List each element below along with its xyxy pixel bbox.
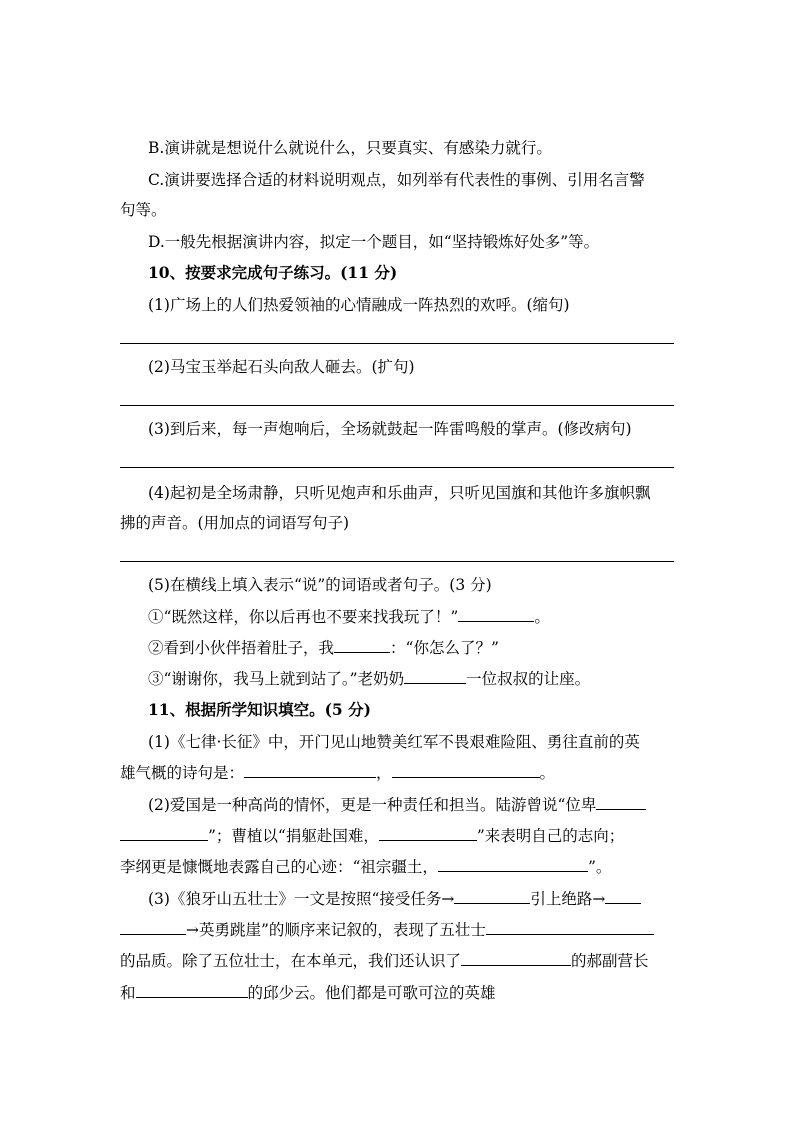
- blank[interactable]: [120, 919, 186, 935]
- option-b: B.演讲就是想说什么就说什么，只要真实、有感染力就行。: [148, 139, 552, 157]
- q10-item-4-line1: (4)起初是全场肃静，只听见炮声和乐曲声，只听见国旗和其他许多旗帜飘: [148, 484, 651, 502]
- q10-item-5-sub2: ②看到小伙伴捂着肚子，我 ：“你怎么了？”: [148, 639, 499, 657]
- blank[interactable]: [379, 825, 477, 841]
- q10-item-2: (2)马宝玉举起石头向敌人砸去。(扩句): [148, 358, 415, 376]
- q11-item-3-line2: →英勇跳崖”的顺序来记叙的，表现了五壮士: [120, 919, 654, 941]
- blank[interactable]: [438, 856, 588, 872]
- q11-item-2-line2: ”；曹植以“捐躯赴国难， ”来表明自己的志向；: [120, 825, 624, 847]
- blank[interactable]: [454, 888, 530, 904]
- blank[interactable]: [244, 762, 376, 778]
- blank[interactable]: [404, 668, 466, 684]
- blank[interactable]: [120, 825, 208, 841]
- q10-item-5-sub3: ③“谢谢你，我马上就到站了。”老奶奶 一位叔叔的让座。: [148, 670, 591, 688]
- blank[interactable]: [334, 637, 390, 653]
- answer-line-3[interactable]: [120, 467, 674, 468]
- question-10-heading: 10、按要求完成句子练习。(11 分): [148, 263, 398, 282]
- q11-item-1-line2: 雄气概的诗句是： ， 。: [120, 764, 556, 782]
- q10-item-1: (1)广场上的人们热爱领袖的心情融成一阵热烈的欢呼。(缩句): [148, 296, 570, 314]
- blank[interactable]: [392, 762, 540, 778]
- q11-item-1-line1: (1)《七律·长征》中，开门见山地赞美红军不畏艰难险阻、勇往直前的英: [148, 733, 640, 751]
- question-11-heading: 11、根据所学知识填空。(5 分): [148, 700, 371, 719]
- q10-item-4-line2: 拂的声音。(用加点的词语写句子): [120, 514, 350, 532]
- option-c-line1: C.演讲要选择合适的材料说明观点，如列举有代表性的事例、引用名言警: [148, 171, 645, 189]
- blank[interactable]: [461, 950, 571, 966]
- option-c-line2: 句等。: [120, 201, 167, 219]
- q10-item-3: (3)到后来，每一声炮响后，全场就鼓起一阵雷鸣般的掌声。(修改病句): [148, 420, 632, 438]
- q10-item-5: (5)在横线上填入表示“说”的词语或者句子。(3 分): [148, 576, 492, 594]
- blank[interactable]: [136, 982, 248, 998]
- answer-line-4[interactable]: [120, 561, 674, 562]
- q11-item-2-line3: 李纲更是慷慨地表露自己的心迹：“祖宗疆土， ”。: [120, 858, 612, 876]
- q11-item-3-line3: 的品质。除了五位壮士，在本单元，我们还认识了 的郝副营长: [120, 952, 649, 970]
- blank[interactable]: [596, 794, 646, 810]
- q11-item-3-line1: (3)《狼牙山五壮士》一文是按照“接受任务→ 引上绝路→: [148, 888, 641, 910]
- answer-line-1[interactable]: [120, 343, 674, 344]
- blank[interactable]: [486, 919, 654, 935]
- q11-item-3-line4: 和 的邱少云。他们都是可歌可泣的英雄: [120, 984, 496, 1002]
- blank[interactable]: [458, 606, 534, 622]
- q11-item-2-line1: (2)爱国是一种高尚的情怀，更是一种责任和担当。陆游曾说“位卑: [148, 794, 646, 816]
- answer-line-2[interactable]: [120, 405, 674, 406]
- q10-item-5-sub1: ①“既然这样，你以后再也不要来找我玩了！” 。: [148, 608, 550, 626]
- option-d: D.一般先根据演讲内容，拟定一个题目，如“坚持锻炼好处多”等。: [148, 233, 600, 251]
- blank[interactable]: [605, 888, 641, 904]
